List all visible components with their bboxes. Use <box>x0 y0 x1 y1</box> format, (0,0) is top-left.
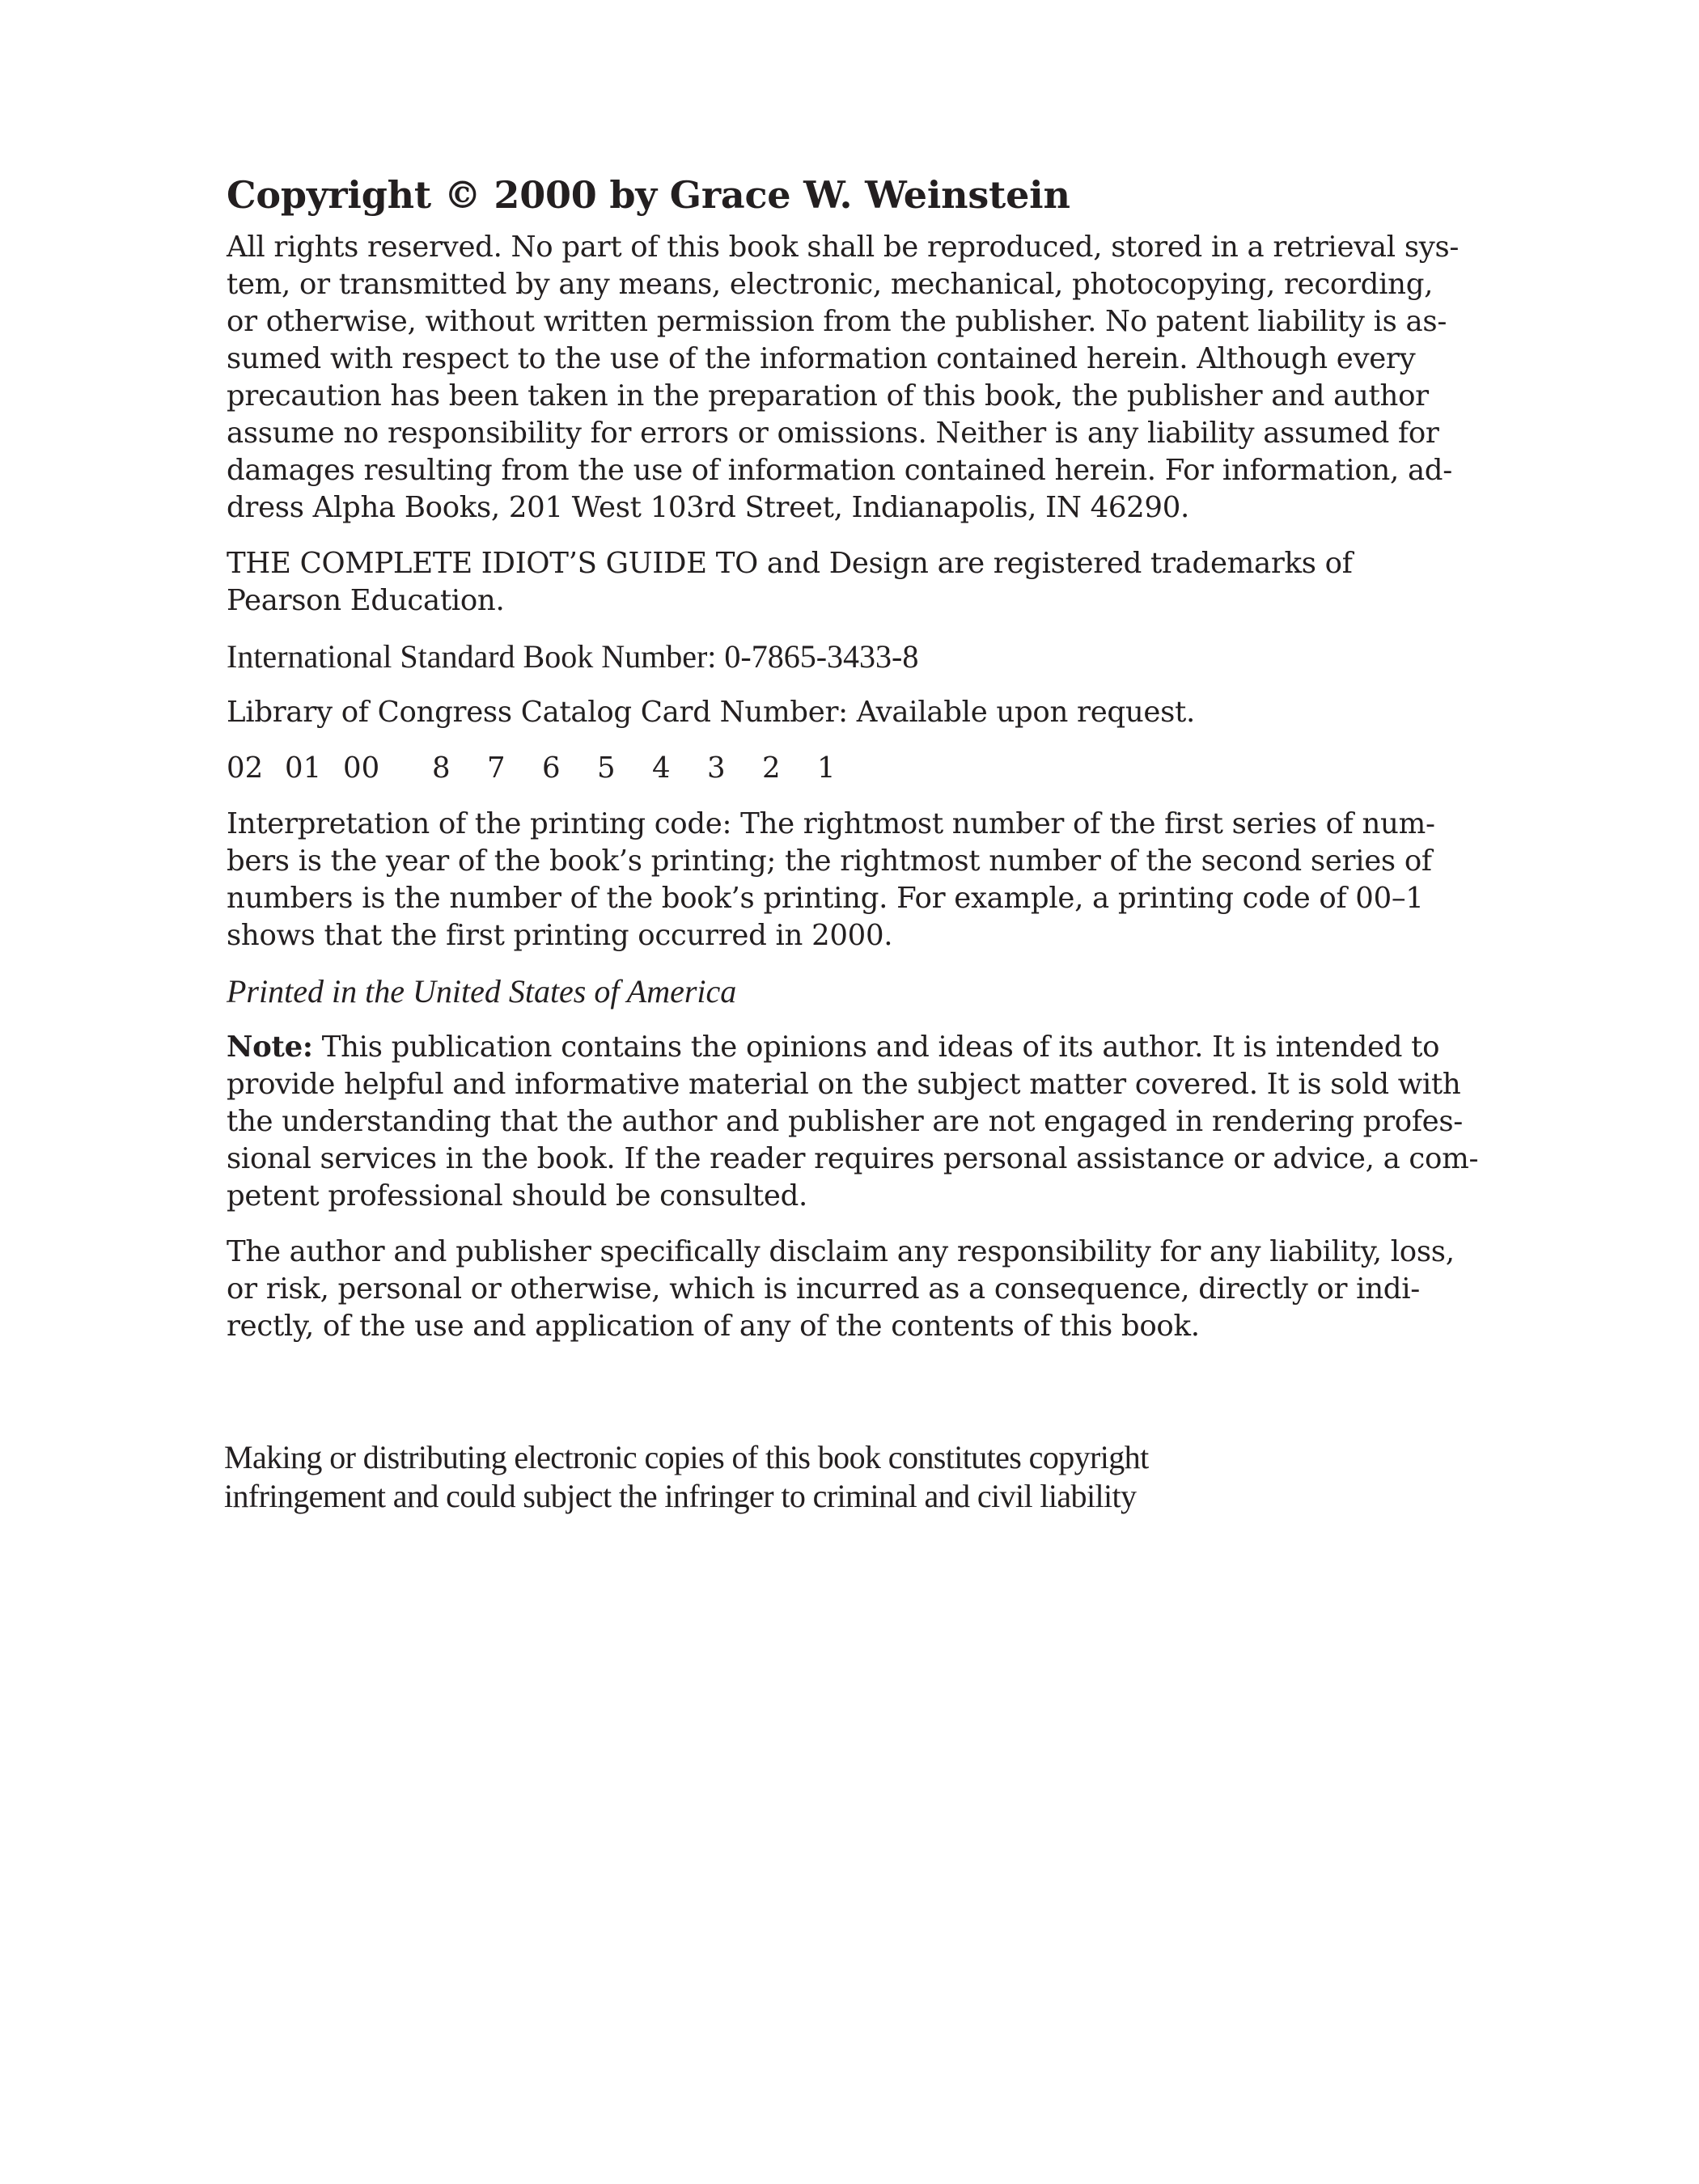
printing-number: 5 <box>597 751 616 785</box>
printing-number: 7 <box>487 751 506 785</box>
text-line: provide helpful and informative material on the subject matter covered. It is sold with <box>227 1068 1461 1101</box>
printing-code <box>227 750 1537 787</box>
text-line: rectly, of the use and application of any of the contents of this book. <box>227 1310 1200 1343</box>
text-line: precaution has been taken in the preparation of this book, the publisher and author <box>227 379 1429 413</box>
printing-year: 01 <box>285 751 322 785</box>
page-title: Copyright © 2000 by Grace W. Weinstein <box>227 173 1070 217</box>
text-line: dress Alpha Books, 201 West 103rd Street, Indianapolis, IN 46290. <box>227 491 1189 524</box>
text-line: damages resulting from the use of information contained herein. For information, ad- <box>227 454 1452 487</box>
text-line: sumed with respect to the use of the information contained herein. Although every <box>227 342 1416 375</box>
disclaimer-paragraph <box>227 1234 1537 1345</box>
interpretation-paragraph <box>227 806 1537 954</box>
text-line: petent professional should be consulted. <box>227 1179 808 1213</box>
printing-number: 6 <box>542 751 561 785</box>
text-line: or risk, personal or otherwise, which is incurred as a consequence, directly or indi- <box>227 1272 1420 1306</box>
lccn-line: Library of Congress Catalog Card Number: Available upon request. <box>227 696 1195 729</box>
text-line <box>227 1029 1537 1066</box>
copyright-notice <box>224 1438 1599 1516</box>
text-line: sional services in the book. If the reader requires personal assistance or advice, a com- <box>227 1142 1479 1175</box>
printing-number: 3 <box>707 751 726 785</box>
note-label: Note: <box>227 1031 313 1064</box>
copyright-page <box>227 172 1537 1364</box>
note-paragraph <box>227 1029 1537 1215</box>
text-line: Making or distributing electronic copies of this book constitutes copyright <box>224 1439 1149 1475</box>
printing-number: 1 <box>817 751 836 785</box>
printing-number: 4 <box>652 751 671 785</box>
isbn-line: International Standard Book Number: 0-7865-3433-8 <box>227 638 919 675</box>
text-line: assume no responsibility for errors or omissions. Neither is any liability assumed for <box>227 417 1439 450</box>
printing-year: 02 <box>227 751 264 785</box>
text-line: infringement and could subject the infringer to criminal and civil liability <box>224 1478 1137 1514</box>
text-line: Pearson Education. <box>227 584 505 617</box>
text-line: tem, or transmitted by any means, electronic, mechanical, photocopying, recording, <box>227 268 1434 301</box>
printing-year: 00 <box>343 751 380 785</box>
trademark-paragraph <box>227 545 1537 620</box>
printing-number: 2 <box>762 751 781 785</box>
text-line: numbers is the number of the book’s printing. For example, a printing code of 00–1 <box>227 882 1424 915</box>
text-line: Interpretation of the printing code: The rightmost number of the first series of num- <box>227 807 1435 840</box>
text-line: the understanding that the author and publisher are not engaged in rendering profes- <box>227 1105 1463 1138</box>
rights-paragraph <box>227 229 1537 527</box>
text-line: or otherwise, without written permission from the publisher. No patent liability is as- <box>227 305 1447 338</box>
text-line: bers is the year of the book’s printing; the rightmost number of the second series of <box>227 844 1432 878</box>
printed-in-line: Printed in the United States of America <box>227 973 737 1009</box>
text-line: The author and publisher specifically disclaim any responsibility for any liability, loss, <box>227 1235 1455 1268</box>
text-line: All rights reserved. No part of this book shall be reproduced, stored in a retrieval sys- <box>227 231 1460 264</box>
printing-number: 8 <box>432 751 451 785</box>
text-line: shows that the first printing occurred in 2000. <box>227 919 893 952</box>
note-text: This publication contains the opinions and ideas of its author. It is intended to <box>312 1031 1440 1064</box>
text-line: THE COMPLETE IDIOT’S GUIDE TO and Design are registered trademarks of <box>227 547 1353 580</box>
